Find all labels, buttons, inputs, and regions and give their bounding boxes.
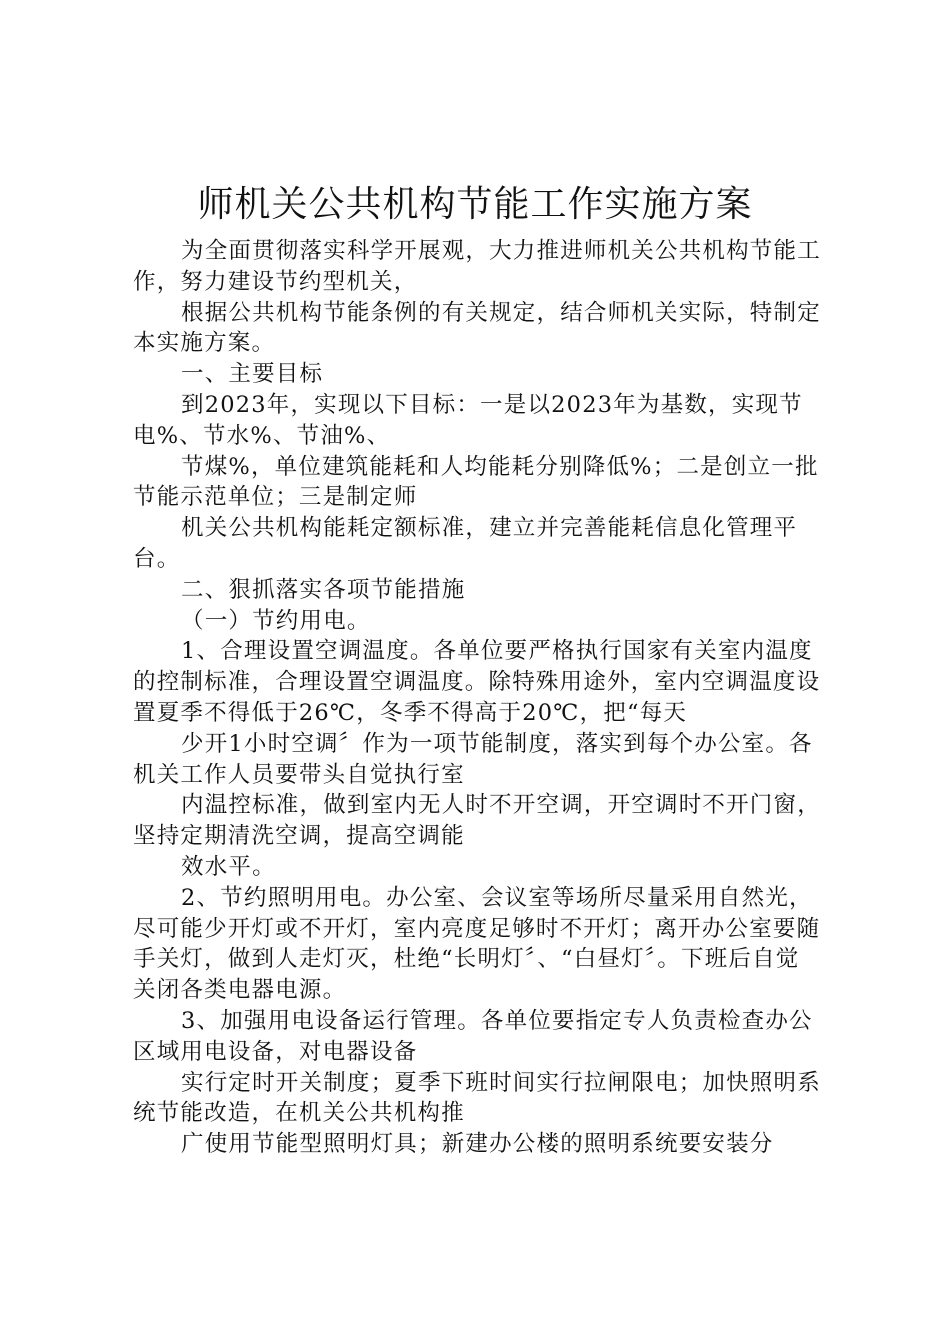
section-heading-goals: 一、主要目标 bbox=[181, 361, 324, 388]
subsection-heading-electricity: （一）节约用电。 bbox=[181, 607, 371, 634]
document-title: 师机关公共机构节能工作实施方案 bbox=[197, 184, 753, 225]
paragraph-intro-2: 根据公共机构节能条例的有关规定，结合师机关实际，特制定本实施方案。 bbox=[133, 299, 821, 357]
paragraph-equipment-1: 3、加强用电设备运行管理。各单位要指定专人负责检查办公区域用电设备，对电器设备 bbox=[133, 1007, 813, 1065]
paragraph-equipment-2: 实行定时开关制度；夏季下班时间实行拉闸限电；加快照明系统节能改造，在机关公共机构推 bbox=[133, 1069, 821, 1127]
paragraph-aircon-1: 1、合理设置空调温度。各单位要严格执行国家有关室内温度的控制标准，合理设置空调温度。除特殊用途外，室内空调温度设置夏季不得低于26℃，冬季不得高于20℃，把“每天 bbox=[133, 638, 821, 726]
paragraph-equipment-3: 广使用节能型照明灯具；新建办公楼的照明系统要安装分 bbox=[181, 1131, 774, 1158]
paragraph-aircon-2: 少开1小时空调〞作为一项节能制度，落实到每个办公室。各机关工作人员要带头自觉执行室 bbox=[133, 730, 813, 788]
document-body bbox=[133, 236, 823, 1160]
paragraph-goals-1: 到2023年，实现以下目标：一是以2023年为基数，实现节电%、节水%、节油%、 bbox=[133, 391, 803, 449]
section-heading-measures: 二、狠抓落实各项节能措施 bbox=[181, 576, 466, 603]
paragraph-aircon-3: 内温控标准，做到室内无人时不开空调，开空调时不开门窗，坚持定期清洗空调，提高空调能 bbox=[133, 792, 821, 850]
paragraph-goals-3: 机关公共机构能耗定额标准，建立并完善能耗信息化管理平台。 bbox=[133, 515, 798, 572]
paragraph-goals-2: 节煤%，单位建筑能耗和人均能耗分别降低%；二是创立一批节能示范单位；三是制定师 bbox=[133, 453, 819, 511]
paragraph-lighting: 2、节约照明用电。办公室、会议室等场所尽量采用自然光，尽可能少开灯或不开灯，室内亮度足够时不开灯；离开办公室要随手关灯，做到人走灯灭，杜绝“长明灯〞、“白昼灯〞。下班后自觉关闭各类电器电源。 bbox=[133, 884, 821, 1004]
paragraph-aircon-4: 效水平。 bbox=[181, 853, 276, 880]
paragraph-intro-1: 为全面贯彻落实科学开展观，大力推进师机关公共机构节能工作，努力建设节约型机关， bbox=[133, 238, 821, 295]
